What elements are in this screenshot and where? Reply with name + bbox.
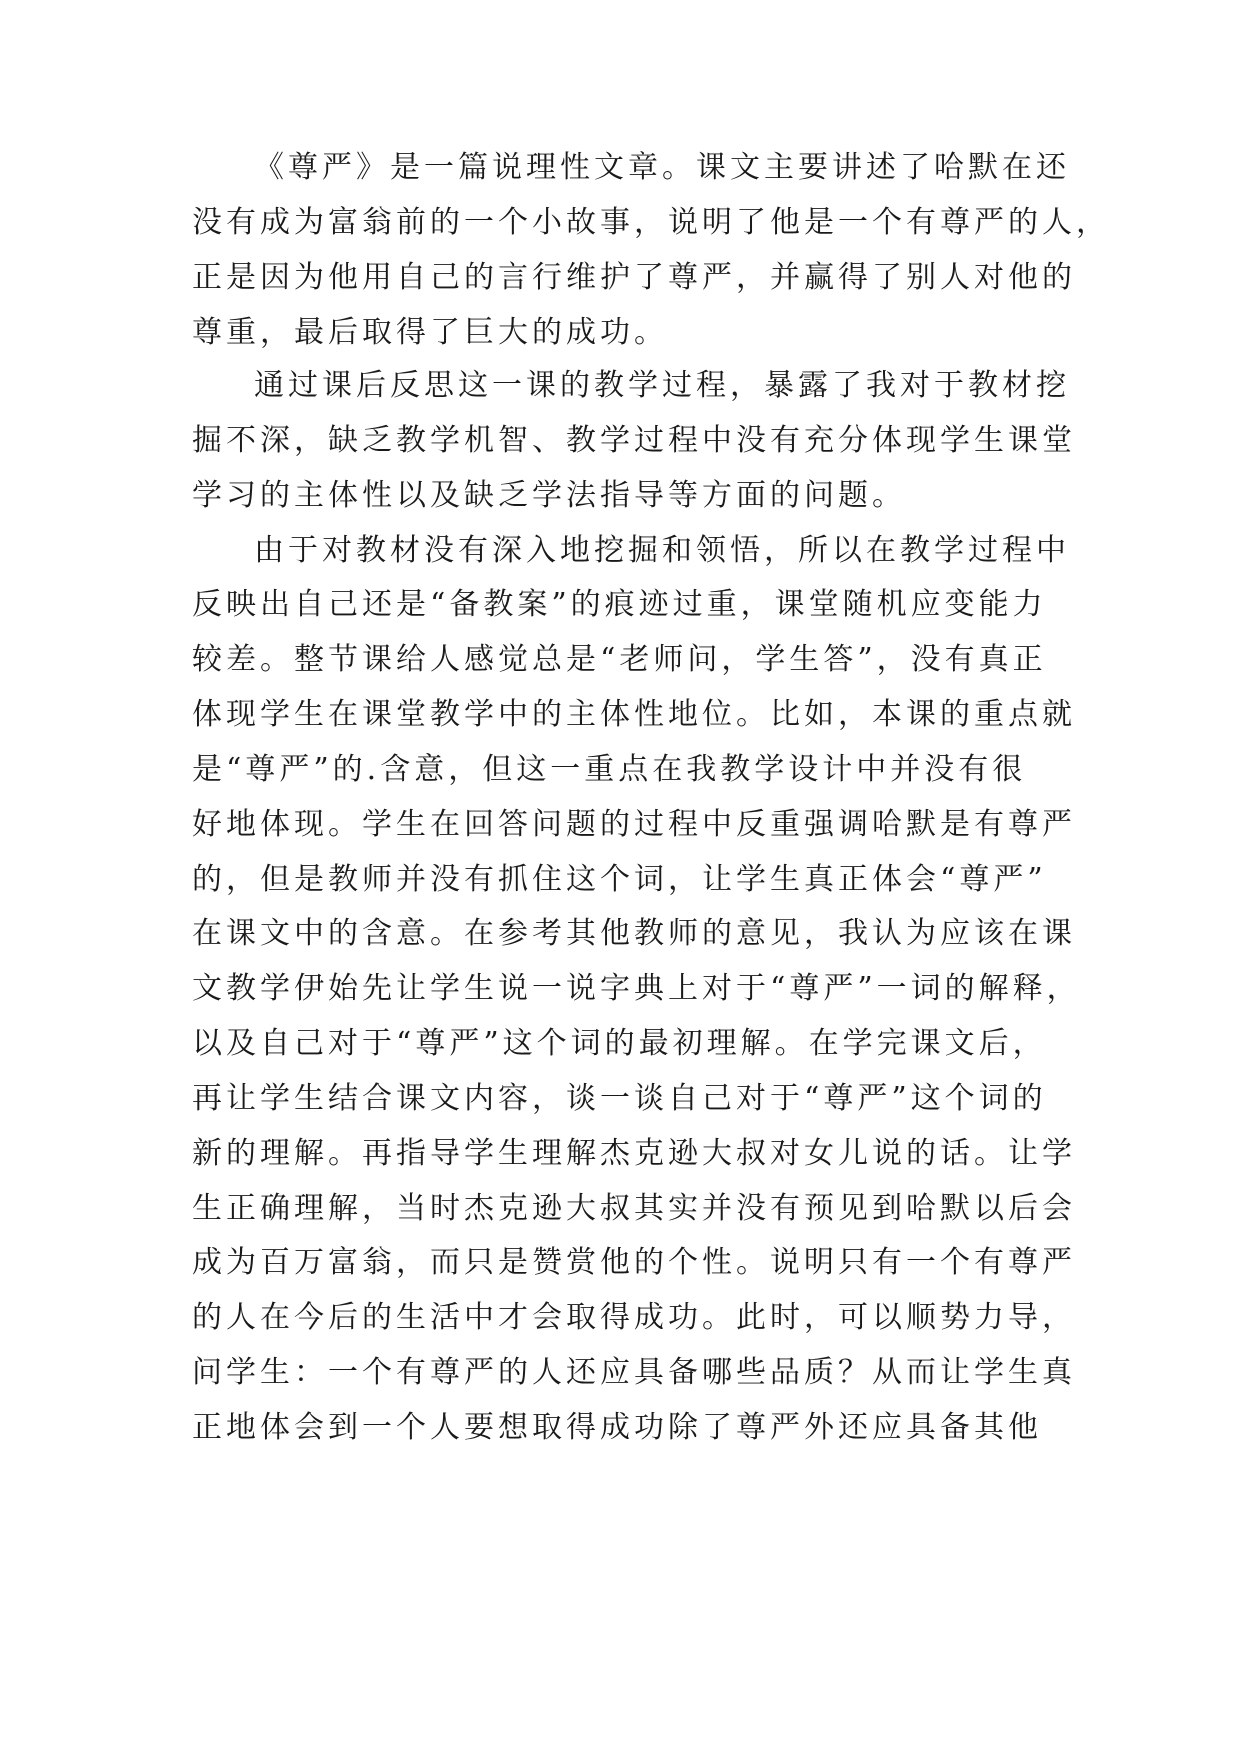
paragraph-1-line-4: 尊重，最后取得了巨大的成功。: [192, 315, 668, 350]
paragraph-3-line-1: 由于对教材没有深入地挖掘和领悟，所以在教学过程中: [254, 533, 1070, 568]
paragraph-3-line-5: 是“尊严”的.含意，但这一重点在我教学设计中并没有很: [192, 752, 1027, 787]
paragraph-3-line-3: 较差。整节课给人感觉总是“老师问，学生答”，没有真正: [192, 642, 1047, 677]
paragraph-1-line-2: 没有成为富翁前的一个小故事，说明了他是一个有尊严的人，: [192, 205, 1110, 240]
paragraph-3-line-13: 生正确理解，当时杰克逊大叔其实并没有预见到哈默以后会: [192, 1191, 1076, 1226]
paragraph-3-line-12: 新的理解。再指导学生理解杰克逊大叔对女儿说的话。让学: [192, 1136, 1076, 1171]
paragraph-2-line-3: 学习的主体性以及缺乏学法指导等方面的问题。: [192, 478, 906, 513]
paragraph-3-line-17: 正地体会到一个人要想取得成功除了尊严外还应具备其他: [192, 1410, 1042, 1445]
paragraph-3-line-10: 以及自己对于“尊严”这个词的最初理解。在学完课文后，: [192, 1026, 1047, 1061]
paragraph-3-line-6: 好地体现。学生在回答问题的过程中反重强调哈默是有尊严: [192, 807, 1076, 842]
paragraph-3-line-15: 的人在今后的生活中才会取得成功。此时，可以顺势力导，: [192, 1300, 1076, 1335]
paragraph-3-line-4: 体现学生在课堂教学中的主体性地位。比如，本课的重点就: [192, 697, 1076, 732]
paragraph-1-line-3: 正是因为他用自己的言行维护了尊严，并赢得了别人对他的: [192, 260, 1076, 295]
paragraph-3-line-7: 的，但是教师并没有抓住这个词，让学生真正体会“尊严”: [192, 862, 1047, 897]
paragraph-1-line-1: 《尊严》是一篇说理性文章。课文主要讲述了哈默在还: [254, 150, 1070, 185]
paragraph-3-line-14: 成为百万富翁，而只是赞赏他的个性。说明只有一个有尊严: [192, 1245, 1076, 1280]
paragraph-2-line-1: 通过课后反思这一课的教学过程，暴露了我对于教材挖: [254, 368, 1070, 403]
paragraph-3-line-11: 再让学生结合课文内容，谈一谈自己对于“尊严”这个词的: [192, 1081, 1047, 1116]
paragraph-3-line-9: 文教学伊始先让学生说一说字典上对于“尊严”一词的解释，: [192, 971, 1081, 1006]
paragraph-2-line-2: 掘不深，缺乏教学机智、教学过程中没有充分体现学生课堂: [192, 423, 1076, 458]
paragraph-3-line-8: 在课文中的含意。在参考其他教师的意见，我认为应该在课: [192, 916, 1076, 951]
paragraph-3-line-2: 反映出自己还是“备教案”的痕迹过重，课堂随机应变能力: [192, 587, 1047, 622]
paragraph-3-line-16: 问学生：一个有尊严的人还应具备哪些品质？从而让学生真: [192, 1355, 1076, 1390]
